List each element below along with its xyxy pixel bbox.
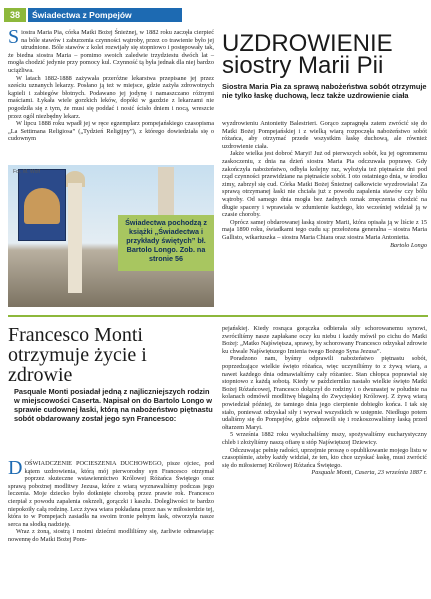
article1-paragraph-2: W latach 1882-1888 zażywała przeróżne lekarstwa przepisane jej przez sześciu uznanych lekarzy. Posłano ją też w miejsce, gdzie zażyła zdrowotnych kąpieli i zabiegów błotnych. Podawano jej jodynę i namaszczano różnymi maściami. Łykała wiele gorzkich leków, dopóki w gazdzie z lekarzami nie pogodziła się z tym, że musi się poddać i nosić ścisło dniem i nocą, wreszcie przez ogól niezbędny lekarz. (8, 74, 214, 120)
book-cover-image (18, 169, 66, 241)
article1-paragraph-6: Oprócz samej obdarowanej łaską siostry Marii, która opisała ją w liście z 15 maja 1890 roku, świadkami tego cudu są: przełożona generalna – siostra Maria Gallisto, wikariuszka – siostra Maria Chiara oraz siostra Maria Antonietta. (222, 218, 427, 241)
article2-column-left (8, 457, 214, 544)
article2-dropcap: D (8, 457, 23, 479)
photo-caption: Świadectwa pochodzą z książki „Świadectwa i przykłady świętych” bł. Bartolo Longo. Zob. na stronie 56 (118, 215, 214, 271)
photo-credit: Fot. M. Wolf (13, 169, 40, 175)
article1-paragraph-1: Siostra Maria Pia, córka Matki Bożej Śnieżnej, w 1882 roku zaczęła cierpieć na bóle stawów i zaburzenia czynności wątroby, przez co trawienie było jej utrudnione. Bóle stawów z kolei rozwijały się stopniowo i postępowały tak, że biedna siostra Maria – pomimo swoich zaledwie trzydziestu dwóch lat – mogła chodzić jedynie przy pomocy kul. Czynność tą była jednak dla niej bardzo uciążliwa. (8, 26, 214, 74)
article1-title: UZDROWIENIE siostry Marii Pii (222, 30, 393, 79)
section-divider (8, 315, 428, 317)
article1-lead: Siostra Maria Pia za sprawą nabożeństwa sobót otrzymuje nie tylko łaskę duchową, lecz także uzdrowienie ciała (222, 82, 427, 100)
photo-collage (8, 165, 214, 307)
section-title: Świadectwa z Pompejów (28, 8, 182, 22)
article2-signature: Pasquale Monti, Caserta, 23 września 1887 r. (311, 469, 427, 477)
article1-paragraph-5: Jakże wielka jest dobroć Maryi! Już od pierwszych sobót, ku jej ogromnemu zaskoczeniu, z dnia na dzień siostra Maria Pia odczuwała poprawę. Gdy zakończyła nabożeństwo, odbyła kolejny raz, wyłożyła też piętnaście dni pod rząd czynności przewidziane na piętnaście sobót. I oto ostatniego dnia, w środku zimy, zabrzył się cud. Córka Matki Bożej Śnieżnej całkowicie wyzdrowiała! Za sprawą otrzymanej łaski nie chciała już z powodu zapalenia stawów czy bólu wątroby. Od samego dnia mogła bez żadnych oznak zmęczenia chodzić na długie spacery i wprawiała w zdumienie każdego, kto wcześniej widział ją w czasie choroby. (222, 150, 427, 219)
article2-paragraph-3: pejańskiej. Kiedy rosnąca gorączka odbierała siły schorowanemu synowi, zwróciliśmy nasze zapłakane oczy ku niebu i każdy mówił po cichu do Matki Bożej: „Matko Najświętsza, sprawy, by schorowany Francesco odzyskał zdrowie ku chwale Najświętszego Imienia twego Bożego Syna Jezusa”. (222, 325, 427, 355)
basilica-image (158, 167, 174, 215)
page-header (0, 8, 431, 22)
bell-tower-image (68, 183, 82, 293)
article2-title: Francesco Monti otrzymuje życie i zdrowie (8, 324, 147, 386)
article1-column-right (222, 120, 427, 249)
article1-paragraph-3: W lipcu 1888 roku wpadł jej w ręce egzemplarz pompejańskiego czasopisma „La Settimana Religiosa” („Tydzień Religijny”), z którego dowiedziała się o cudownym (8, 120, 214, 143)
article1-paragraph-4: wyzdrowieniu Antonietty Balestrieri. Gorąco zapragnęła zatem zwrócić się do Matki Bożej Pompejańskiej i z wielką wiarą rozpoczęła nabożeństwo sobót różańca, aby otrzymać przede wszystkim łaskę duchową, ale również uzdrowienie ciała. (222, 120, 427, 150)
madonna-image (24, 188, 60, 224)
article1-dropcap: S (8, 26, 20, 48)
article1-column-left (8, 26, 214, 143)
article2-column-right (222, 325, 427, 477)
article2-paragraph-2: Wraz z żoną, siostrą i moimi dziećmi modliliśmy się, żarliwie odmawiając nowennę do Matki Bożej Pom- (8, 528, 214, 543)
article2-paragraph-5: 5 września 1882 roku wysłuchaliśmy mszy, spożywaliśmy eucharystyczny chleb i złożyliśmy naszą ofiarę u stóp Najświętszej Dziewicy. (222, 431, 427, 446)
page-number: 38 (4, 8, 26, 22)
article2-paragraph-4: Poradzono nam, byśmy odprawili nabożeństwo piętnastu sobót, poprzedzające wielkie święto różańca, więc uczyniliśmy to z żywą wiarą, a nawet każdego dnia odmawialiśmy cały różaniec. Stan chłopca poprawiał się stopniowo z każdą sobotą. Kiedy w październiku nastało wielkie święto Matki Bożej Różańcowej, Francesco dołączył do rodziny i o dwunastej w południe na kolanach odmówił modlitwę błagalną do Zwycięskiej Królowej. Z żywą wiarą powiedział później, że tamtego dnia jego cierpienie dobiegło końca. I tak się stało, ponieważ odzyskał siły i wyrwał wszystkich w ustępnie. Niedługo potem udaliśmy się do Pompejów, gdzie odprawili się i rozkoszowaliśmy łaską przed ołtarzem Maryi. (222, 355, 427, 431)
article2-lead: Pasquale Monti posiadał jedną z najliczniejszych rodzin w miejscowości Caserta. Napisał on do Bartolo Longo w sprawie cudownej łaski, którą na nabożeństwo piętnastu sobót obdarowany został jego syn Francesco: (14, 387, 213, 423)
article2-paragraph-6: Odczuwając pełnię radości, uprzejmie proszę o opublikowanie mojego listu w czasopiśmie, ażeby każdy widział, że ten, kto chce uzyskać łaskę, musi zwrócić się do miłosiernej Królowej Różańca Świętego. (222, 446, 427, 469)
article1-signature: Bartolo Longo (390, 241, 427, 249)
article2-paragraph-1: DOŚWIADCZENIE POCIESZENIA DUCHOWEGO, pisze ojciec, pod kątem uzdrowienia, którą mój pierworodny syn Francesco otrzymał poprzez skuteczne wstawiennictwo Królowej Różańca Świętego oraz sprawą pobożnej modlitwy Jezusa, które z wiarą wyznawaliśmy podczas jego leczenia. Moje dziecko było dotknięte chorobą przez prawie rok. Francesco cierpiał z powodu zapalenia oskrzeli, gorączki i kaszlu. Dolegliwości te bardzo niepokoiły całą rodzinę. Lecz żywa wiara pokładana przez nas w miłosierdzie tej, która to w Pompejach zasiadła na swoim tronie pełnym łask, otworzyła nasze serca na słodką nadzieję. (8, 457, 214, 528)
